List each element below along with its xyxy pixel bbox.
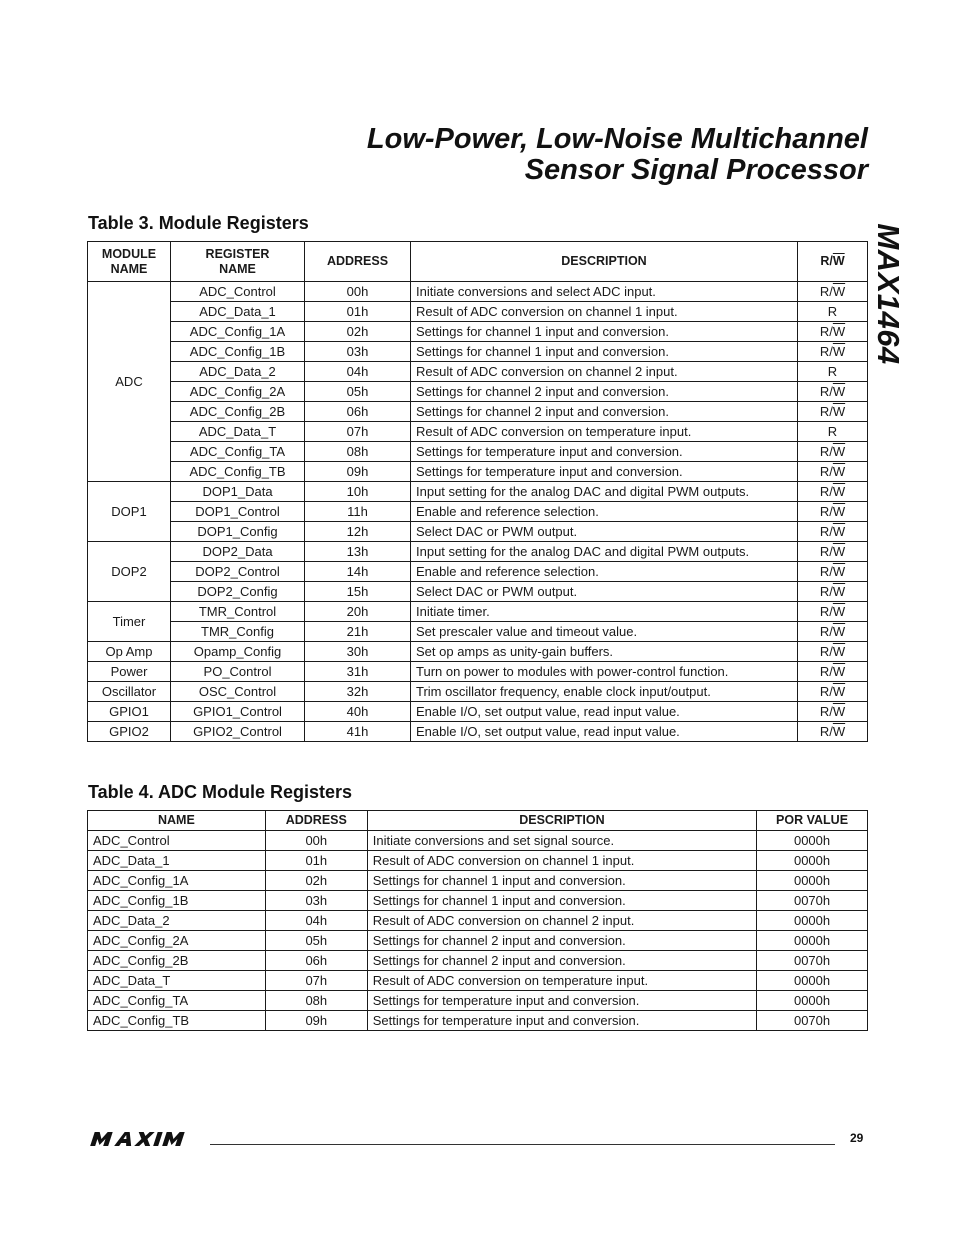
- rw-w-bar: $\overline{W}$: [832, 284, 846, 299]
- rw-cell: [798, 402, 868, 422]
- register-name-cell: ADC_Config_1A: [88, 871, 266, 891]
- rw-r: R/: [819, 664, 833, 679]
- address-cell: 05h: [265, 931, 367, 951]
- register-name-cell: OSC_Control: [171, 682, 305, 702]
- page-number: 29: [850, 1131, 864, 1145]
- table-row: [88, 562, 868, 582]
- rw-r: R: [827, 304, 838, 319]
- register-name-cell: ADC_Data_2: [171, 362, 305, 382]
- table-row: [88, 302, 868, 322]
- rw-r: R/: [819, 384, 833, 399]
- register-name-cell: ADC_Data_1: [171, 302, 305, 322]
- register-name-cell: ADC_Config_TB: [88, 1011, 266, 1031]
- register-name-cell: ADC_Config_2B: [88, 951, 266, 971]
- register-name-cell: ADC_Control: [88, 831, 266, 851]
- address-cell: 01h: [305, 302, 411, 322]
- table-row: [88, 602, 868, 622]
- module-name-cell: ADC: [88, 282, 171, 482]
- address-cell: 02h: [265, 871, 367, 891]
- rw-w-bar: $\overline{W}$: [832, 684, 846, 699]
- rw-r: R/: [819, 704, 833, 719]
- rw-cell: [798, 322, 868, 342]
- description-cell: Result of ADC conversion on channel 2 input.: [367, 911, 756, 931]
- table-row: [88, 282, 868, 302]
- address-cell: 09h: [265, 1011, 367, 1031]
- address-cell: 31h: [305, 662, 411, 682]
- module-name-cell: Oscillator: [88, 682, 171, 702]
- side-part-number-text: MAX1464: [871, 223, 906, 365]
- rw-r: R/: [819, 684, 833, 699]
- rw-r: R/: [819, 604, 833, 619]
- rw-r: R: [827, 424, 838, 439]
- module-name-cell: GPIO2: [88, 722, 171, 742]
- description-cell: Initiate conversions and select ADC input.: [411, 282, 798, 302]
- table-row: [88, 871, 868, 891]
- table-row: [88, 851, 868, 871]
- rw-w-bar: $\overline{W}$: [832, 504, 846, 519]
- address-cell: 00h: [265, 831, 367, 851]
- description-cell: Result of ADC conversion on channel 1 input.: [367, 851, 756, 871]
- register-name-cell: Opamp_Config: [171, 642, 305, 662]
- register-name-cell: DOP1_Data: [171, 482, 305, 502]
- address-cell: 11h: [305, 502, 411, 522]
- address-cell: 02h: [305, 322, 411, 342]
- table-row: [88, 911, 868, 931]
- footer-rule: [210, 1144, 835, 1145]
- rw-cell: [798, 542, 868, 562]
- rw-r: R/: [819, 584, 833, 599]
- rw-w-bar: $\overline{W}$: [832, 664, 846, 679]
- description-cell: Enable I/O, set output value, read input value.: [411, 722, 798, 742]
- document-title: [367, 124, 868, 186]
- rw-cell: [798, 562, 868, 582]
- table-row: [88, 662, 868, 682]
- header-text: NAME: [110, 261, 148, 276]
- table3-header-row: [88, 242, 868, 282]
- address-cell: 32h: [305, 682, 411, 702]
- rw-cell: [798, 702, 868, 722]
- table-row: [88, 442, 868, 462]
- register-name-cell: GPIO2_Control: [171, 722, 305, 742]
- table-row: [88, 542, 868, 562]
- register-name-cell: ADC_Config_2A: [171, 382, 305, 402]
- description-cell: Set op amps as unity-gain buffers.: [411, 642, 798, 662]
- por-value-cell: 0000h: [757, 871, 868, 891]
- address-cell: 20h: [305, 602, 411, 622]
- rw-r: R/: [819, 344, 833, 359]
- register-name-cell: ADC_Config_1B: [88, 891, 266, 911]
- rw-w-bar: $\overline{W}$: [832, 254, 845, 268]
- por-value-cell: 0000h: [757, 831, 868, 851]
- rw-cell: [798, 662, 868, 682]
- register-name-cell: ADC_Config_2A: [88, 931, 266, 951]
- rw-cell: [798, 602, 868, 622]
- table-row: [88, 342, 868, 362]
- table-row: [88, 702, 868, 722]
- description-cell: Result of ADC conversion on channel 2 input.: [411, 362, 798, 382]
- module-name-cell: Timer: [88, 602, 171, 642]
- rw-cell: [798, 282, 868, 302]
- rw-r: R/: [819, 444, 833, 459]
- table-row: [88, 991, 868, 1011]
- address-cell: 01h: [265, 851, 367, 871]
- address-cell: 00h: [305, 282, 411, 302]
- por-value-cell: 0000h: [757, 991, 868, 1011]
- description-cell: Enable and reference selection.: [411, 502, 798, 522]
- module-name-cell: DOP1: [88, 482, 171, 542]
- address-cell: 15h: [305, 582, 411, 602]
- register-name-cell: ADC_Config_1B: [171, 342, 305, 362]
- description-cell: Settings for channel 1 input and conversion.: [411, 342, 798, 362]
- rw-cell: [798, 342, 868, 362]
- header-text: REGISTER: [205, 246, 270, 261]
- name-header: NAME: [88, 811, 266, 831]
- register-name-cell: ADC_Data_1: [88, 851, 266, 871]
- register-name-cell: DOP2_Config: [171, 582, 305, 602]
- description-cell: Settings for channel 2 input and conversion.: [367, 951, 756, 971]
- table3-caption: Table 3. Module Registers: [88, 213, 309, 233]
- por-value-cell: 0070h: [757, 891, 868, 911]
- rw-cell: [798, 622, 868, 642]
- table-row: [88, 402, 868, 422]
- table4-body: [88, 831, 868, 1031]
- register-name-cell: ADC_Config_1A: [171, 322, 305, 342]
- address-cell: 40h: [305, 702, 411, 722]
- address-cell: 08h: [305, 442, 411, 462]
- address-cell: 14h: [305, 562, 411, 582]
- table-row: [88, 582, 868, 602]
- description-header: DESCRIPTION: [411, 242, 798, 282]
- description-cell: Result of ADC conversion on channel 1 input.: [411, 302, 798, 322]
- rw-r: R: [827, 364, 838, 379]
- description-cell: Input setting for the analog DAC and digital PWM outputs.: [411, 542, 798, 562]
- rw-cell: [798, 382, 868, 402]
- description-cell: Settings for channel 2 input and conversion.: [367, 931, 756, 951]
- rw-cell: [798, 722, 868, 742]
- address-header: ADDRESS: [305, 242, 411, 282]
- description-cell: Set prescaler value and timeout value.: [411, 622, 798, 642]
- table-row: [88, 891, 868, 911]
- table-row: [88, 931, 868, 951]
- description-cell: Input setting for the analog DAC and digital PWM outputs.: [411, 482, 798, 502]
- address-cell: 09h: [305, 462, 411, 482]
- header-text: MODULE: [101, 246, 157, 261]
- register-name-cell: ADC_Data_T: [171, 422, 305, 442]
- table-row: [88, 422, 868, 442]
- rw-w-bar: $\overline{W}$: [832, 464, 846, 479]
- address-cell: 04h: [305, 362, 411, 382]
- rw-w-bar: $\overline{W}$: [832, 564, 846, 579]
- rw-r: R/: [819, 524, 833, 539]
- table-row: [88, 831, 868, 851]
- description-cell: Settings for channel 1 input and conversion.: [367, 871, 756, 891]
- por-value-cell: 0000h: [757, 971, 868, 991]
- table-row: [88, 482, 868, 502]
- address-cell: 03h: [305, 342, 411, 362]
- rw-w-bar: $\overline{W}$: [832, 704, 846, 719]
- rw-w-bar: $\overline{W}$: [832, 544, 846, 559]
- table4-caption: Table 4. ADC Module Registers: [88, 782, 353, 802]
- rw-cell: [798, 422, 868, 442]
- table-row: [88, 682, 868, 702]
- address-cell: 03h: [265, 891, 367, 911]
- table-row: [88, 522, 868, 542]
- rw-header: [798, 242, 868, 282]
- description-cell: Trim oscillator frequency, enable clock input/output.: [411, 682, 798, 702]
- register-name-header: [171, 242, 305, 282]
- rw-r: R/: [820, 254, 833, 268]
- address-cell: 21h: [305, 622, 411, 642]
- rw-w-bar: $\overline{W}$: [832, 404, 846, 419]
- rw-w-bar: $\overline{W}$: [832, 584, 846, 599]
- rw-r: R/: [819, 324, 833, 339]
- maxim-logo: [88, 1128, 200, 1150]
- por-value-header: POR VALUE: [757, 811, 868, 831]
- rw-cell: [798, 642, 868, 662]
- register-name-cell: DOP1_Control: [171, 502, 305, 522]
- rw-r: R/: [819, 644, 833, 659]
- rw-cell: [798, 582, 868, 602]
- register-name-cell: PO_Control: [171, 662, 305, 682]
- rw-cell: [798, 362, 868, 382]
- register-name-cell: DOP1_Config: [171, 522, 305, 542]
- description-cell: Select DAC or PWM output.: [411, 522, 798, 542]
- address-cell: 06h: [305, 402, 411, 422]
- table-row: [88, 951, 868, 971]
- address-cell: 05h: [305, 382, 411, 402]
- rw-w-bar: $\overline{W}$: [832, 324, 846, 339]
- rw-r: R/: [819, 724, 833, 739]
- table-row: [88, 382, 868, 402]
- address-cell: 08h: [265, 991, 367, 1011]
- register-name-cell: ADC_Control: [171, 282, 305, 302]
- module-name-cell: Op Amp: [88, 642, 171, 662]
- address-cell: 06h: [265, 951, 367, 971]
- table-row: [88, 362, 868, 382]
- rw-w-bar: $\overline{W}$: [832, 344, 846, 359]
- rw-cell: [798, 502, 868, 522]
- rw-r: R/: [819, 624, 833, 639]
- register-name-cell: ADC_Data_T: [88, 971, 266, 991]
- description-cell: Settings for channel 2 input and conversion.: [411, 402, 798, 422]
- rw-w-bar: $\overline{W}$: [832, 524, 846, 539]
- rw-w-bar: $\overline{W}$: [832, 724, 846, 739]
- description-cell: Result of ADC conversion on temperature input.: [367, 971, 756, 991]
- description-cell: Settings for channel 1 input and conversion.: [411, 322, 798, 342]
- register-name-cell: ADC_Data_2: [88, 911, 266, 931]
- description-cell: Enable and reference selection.: [411, 562, 798, 582]
- table-row: [88, 722, 868, 742]
- description-cell: Enable I/O, set output value, read input value.: [411, 702, 798, 722]
- table4-header-row: [88, 811, 868, 831]
- description-cell: Settings for temperature input and conversion.: [367, 991, 756, 1011]
- module-registers-table: [87, 241, 868, 742]
- description-cell: Initiate timer.: [411, 602, 798, 622]
- register-name-cell: GPIO1_Control: [171, 702, 305, 722]
- description-cell: Settings for channel 2 input and conversion.: [411, 382, 798, 402]
- module-name-header: [88, 242, 171, 282]
- por-value-cell: 0000h: [757, 931, 868, 951]
- rw-r: R/: [819, 284, 833, 299]
- description-cell: Settings for channel 1 input and conversion.: [367, 891, 756, 911]
- rw-w-bar: $\overline{W}$: [832, 644, 846, 659]
- register-name-cell: ADC_Config_TB: [171, 462, 305, 482]
- rw-w-bar: $\overline{W}$: [832, 384, 846, 399]
- description-cell: Initiate conversions and set signal source.: [367, 831, 756, 851]
- description-cell: Settings for temperature input and conversion.: [367, 1011, 756, 1031]
- register-name-cell: ADC_Config_2B: [171, 402, 305, 422]
- rw-cell: [798, 482, 868, 502]
- module-name-cell: DOP2: [88, 542, 171, 602]
- table-row: [88, 322, 868, 342]
- description-cell: Turn on power to modules with power-control function.: [411, 662, 798, 682]
- rw-cell: [798, 682, 868, 702]
- rw-w-bar: $\overline{W}$: [832, 624, 846, 639]
- table-row: [88, 971, 868, 991]
- table-row: [88, 1011, 868, 1031]
- adc-module-registers-table: [87, 810, 868, 1031]
- address-cell: 13h: [305, 542, 411, 562]
- table-row: [88, 462, 868, 482]
- rw-w-bar: $\overline{W}$: [832, 604, 846, 619]
- rw-r: R/: [819, 564, 833, 579]
- module-name-cell: GPIO1: [88, 702, 171, 722]
- description-cell: Result of ADC conversion on temperature input.: [411, 422, 798, 442]
- register-name-cell: ADC_Config_TA: [88, 991, 266, 1011]
- por-value-cell: 0000h: [757, 911, 868, 931]
- address-cell: 30h: [305, 642, 411, 662]
- description-cell: Settings for temperature input and conversion.: [411, 462, 798, 482]
- address-cell: 04h: [265, 911, 367, 931]
- rw-cell: [798, 302, 868, 322]
- table3-body: [88, 282, 868, 742]
- por-value-cell: 0070h: [757, 951, 868, 971]
- table-row: [88, 642, 868, 662]
- register-name-cell: DOP2_Control: [171, 562, 305, 582]
- rw-cell: [798, 522, 868, 542]
- register-name-cell: DOP2_Data: [171, 542, 305, 562]
- rw-r: R/: [819, 464, 833, 479]
- table-row: [88, 502, 868, 522]
- description-header: DESCRIPTION: [367, 811, 756, 831]
- title-line-1: Low-Power, Low-Noise Multichannel: [366, 123, 868, 155]
- header-text: NAME: [219, 261, 256, 276]
- por-value-cell: 0000h: [757, 851, 868, 871]
- title-line-2: Sensor Signal Processor: [524, 154, 868, 186]
- rw-cell: [798, 442, 868, 462]
- description-cell: Select DAC or PWM output.: [411, 582, 798, 602]
- table-row: [88, 622, 868, 642]
- register-name-cell: ADC_Config_TA: [171, 442, 305, 462]
- rw-r: R/: [819, 504, 833, 519]
- rw-r: R/: [819, 404, 833, 419]
- address-cell: 41h: [305, 722, 411, 742]
- address-cell: 07h: [265, 971, 367, 991]
- register-name-cell: TMR_Control: [171, 602, 305, 622]
- rw-w-bar: $\overline{W}$: [832, 444, 846, 459]
- address-cell: 07h: [305, 422, 411, 442]
- rw-w-bar: $\overline{W}$: [832, 484, 846, 499]
- module-name-cell: Power: [88, 662, 171, 682]
- register-name-cell: TMR_Config: [171, 622, 305, 642]
- por-value-cell: 0070h: [757, 1011, 868, 1031]
- description-cell: Settings for temperature input and conversion.: [411, 442, 798, 462]
- address-header: ADDRESS: [265, 811, 367, 831]
- address-cell: 12h: [305, 522, 411, 542]
- address-cell: 10h: [305, 482, 411, 502]
- rw-r: R/: [819, 544, 833, 559]
- rw-cell: [798, 462, 868, 482]
- rw-r: R/: [819, 484, 833, 499]
